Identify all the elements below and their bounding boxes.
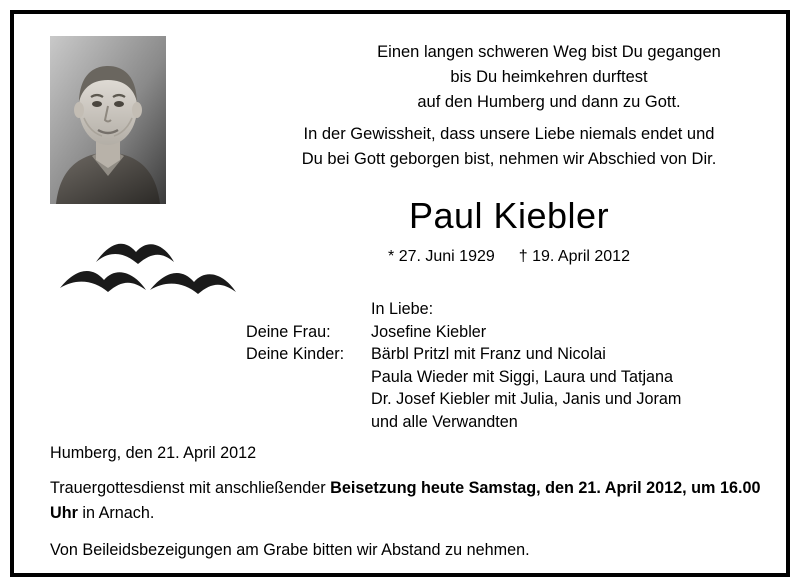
notice-content	[14, 14, 786, 573]
closing-note: Von Beileidsbezeigungen am Grabe bitten wir Abstand zu nehmen.	[50, 541, 530, 559]
family-value: Bärbl Pritzl mit Franz und Nicolai	[371, 345, 606, 363]
family-label: Deine Frau:	[246, 322, 331, 341]
mourning-border-frame	[10, 10, 790, 577]
intro-line-1: In der Gewissheit, dass unsere Liebe niemals endet und	[303, 125, 715, 143]
portrait-photo	[50, 36, 166, 204]
place-and-date: Humberg, den 21. April 2012	[50, 444, 257, 462]
family-heading: In Liebe:	[371, 300, 434, 318]
family-additional-line: Paula Wieder mit Siggi, Laura und Tatjana	[371, 367, 674, 386]
service-suffix: in Arnach.	[77, 504, 155, 522]
family-block	[246, 298, 776, 433]
life-dates	[229, 246, 789, 268]
family-row	[246, 343, 776, 366]
family-value: Josefine Kiebler	[371, 322, 487, 341]
service-highlight-date: Beisetzung heute Samstag, den 21. April 2012,	[330, 479, 687, 497]
service-info	[50, 476, 780, 526]
poem-line-1: Einen langen schweren Weg bist Du gegangen	[377, 43, 721, 61]
deceased-name: Paul Kiebler	[408, 195, 610, 236]
service-prefix: Trauergottesdienst mit anschließender	[50, 479, 331, 497]
family-additional-line: und alle Verwandten	[371, 412, 518, 431]
family-row	[246, 321, 776, 344]
poem-block	[314, 40, 784, 115]
birds-icon	[58, 236, 244, 320]
death-date: † 19. April 2012	[518, 248, 630, 265]
birth-date: * 27. Juni 1929	[388, 248, 495, 265]
flying-birds-illustration	[58, 236, 244, 320]
intro-line-2: Du bei Gott geborgen bist, nehmen wir Abschied von Dir.	[301, 150, 717, 168]
service-highlight-time: um 16.00 Uhr	[50, 479, 761, 522]
family-label: Deine Kinder:	[246, 345, 345, 363]
poem-line-2: bis Du heimkehren durftest	[450, 68, 648, 86]
intro-block	[229, 122, 789, 172]
portrait-image	[50, 36, 166, 204]
poem-line-3: auf den Humberg und dann zu Gott.	[417, 93, 681, 111]
family-additional-line: Dr. Josef Kiebler mit Julia, Janis und Joram	[371, 390, 682, 408]
